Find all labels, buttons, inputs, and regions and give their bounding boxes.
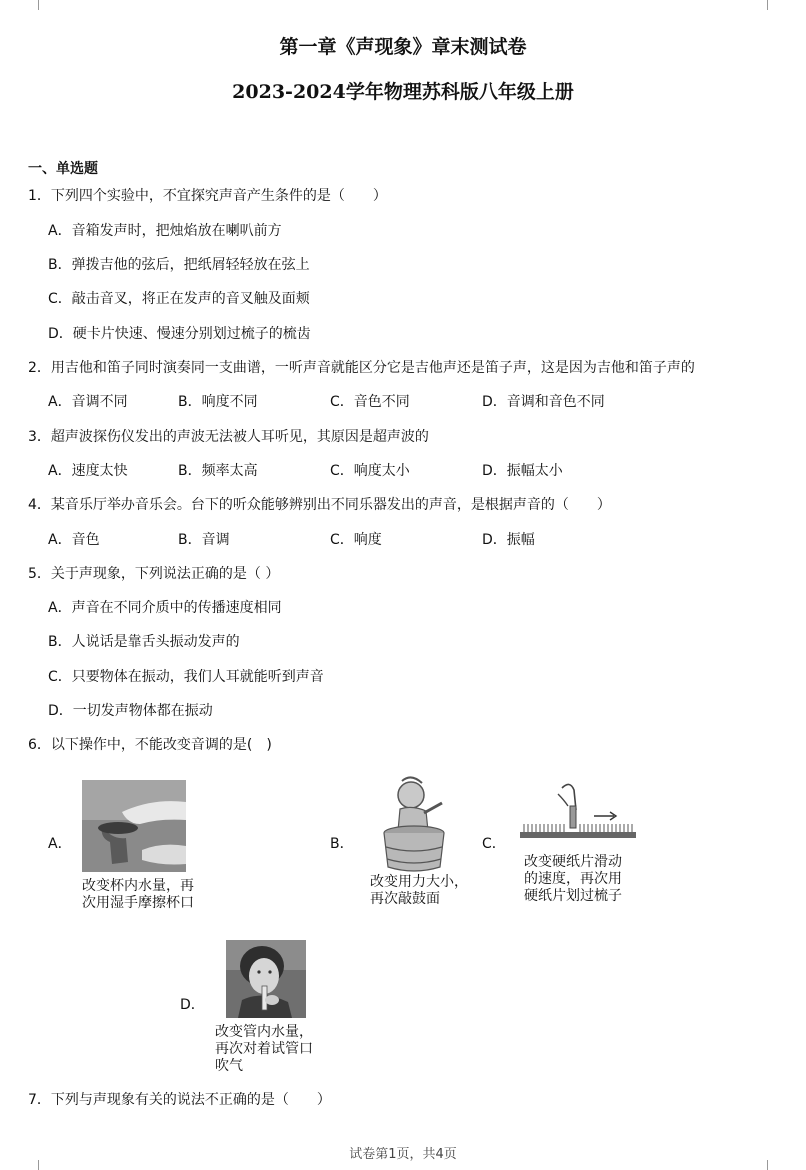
question-4-stem: 4．某音乐厅举办音乐会。台下的听众能够辨别出不同乐器发出的声音，是根据声音的（ ） bbox=[28, 497, 611, 513]
q5-option-c[interactable]: C．只要物体在振动，我们人耳就能听到声音 bbox=[48, 669, 324, 685]
crop-mark-top-left bbox=[28, 0, 39, 10]
q2-option-c[interactable]: C．音色不同 bbox=[330, 394, 410, 410]
page-title: 第一章《声现象》章末测试卷 bbox=[279, 36, 527, 58]
q5-option-b[interactable]: B．人说话是靠舌头振动发声的 bbox=[48, 634, 240, 650]
question-3-stem: 3．超声波探伤仪发出的声波无法被人耳听见，其原因是超声波的 bbox=[28, 429, 429, 445]
q6-option-c[interactable]: C． bbox=[482, 836, 506, 852]
q4-option-b[interactable]: B．音调 bbox=[178, 532, 230, 548]
crop-mark-top-right bbox=[767, 0, 778, 10]
q4-option-a[interactable]: A．音色 bbox=[48, 532, 100, 548]
q2-option-d[interactable]: D．音调和音色不同 bbox=[482, 394, 605, 410]
question-2-stem: 2．用吉他和笛子同时演奏同一支曲谱，一听声音就能区分它是吉他声还是笛子声，这是因为吉他和笛子声的 bbox=[28, 360, 695, 376]
q1-option-a[interactable]: A．音箱发声时，把烛焰放在喇叭前方 bbox=[48, 223, 282, 239]
drum-figure bbox=[378, 775, 456, 875]
question-1-stem: 1．下列四个实验中，不宜探究声音产生条件的是（ ） bbox=[28, 188, 387, 204]
q3-option-d[interactable]: D．振幅太小 bbox=[482, 463, 563, 479]
test-tube-blowing-photo bbox=[226, 940, 306, 1018]
q3-option-b[interactable]: B．频率太高 bbox=[178, 463, 258, 479]
q4-option-d[interactable]: D．振幅 bbox=[482, 532, 535, 548]
q3-option-c[interactable]: C．响度太小 bbox=[330, 463, 410, 479]
q1-option-d[interactable]: D．硬卡片快速、慢速分别划过梳子的梳齿 bbox=[48, 326, 311, 342]
caption-option-c: 改变硬纸片滑动 的速度，再次用 硬纸片划过梳子 bbox=[524, 854, 622, 904]
q5-option-d[interactable]: D．一切发声物体都在振动 bbox=[48, 703, 213, 719]
comb-figure bbox=[518, 780, 638, 850]
q6-option-b[interactable]: B． bbox=[330, 836, 354, 852]
q4-option-c[interactable]: C．响度 bbox=[330, 532, 382, 548]
section-heading: 一、单选题 bbox=[28, 161, 98, 177]
caption-option-a: 改变杯内水量，再 次用湿手摩擦杯口 bbox=[82, 878, 194, 911]
caption-option-b: 改变用力大小， 再次敲鼓面 bbox=[370, 874, 468, 907]
caption-option-d: 改变管内水量， 再次对着试管口 吹气 bbox=[215, 1024, 313, 1074]
question-5-stem: 5．关于声现象，下列说法正确的是（ ） bbox=[28, 566, 280, 582]
q1-option-b[interactable]: B．弹拨吉他的弦后，把纸屑轻轻放在弦上 bbox=[48, 257, 310, 273]
page-footer: 试卷第1页，共4页 bbox=[349, 1147, 457, 1162]
q6-option-d[interactable]: D． bbox=[180, 997, 205, 1013]
q5-option-a[interactable]: A．声音在不同介质中的传播速度相同 bbox=[48, 600, 282, 616]
q2-option-b[interactable]: B．响度不同 bbox=[178, 394, 258, 410]
question-6-stem: 6．以下操作中，不能改变音调的是( ) bbox=[28, 737, 272, 753]
q6-option-a[interactable]: A． bbox=[48, 836, 72, 852]
q3-option-a[interactable]: A．速度太快 bbox=[48, 463, 128, 479]
glass-rubbing-photo bbox=[82, 780, 186, 872]
q1-option-c[interactable]: C．敲击音叉，将正在发声的音叉触及面颊 bbox=[48, 291, 310, 307]
question-7-stem: 7．下列与声现象有关的说法不正确的是（ ） bbox=[28, 1092, 331, 1108]
page-subtitle: 2023-2024学年物理苏科版八年级上册 bbox=[232, 81, 574, 103]
q2-option-a[interactable]: A．音调不同 bbox=[48, 394, 128, 410]
